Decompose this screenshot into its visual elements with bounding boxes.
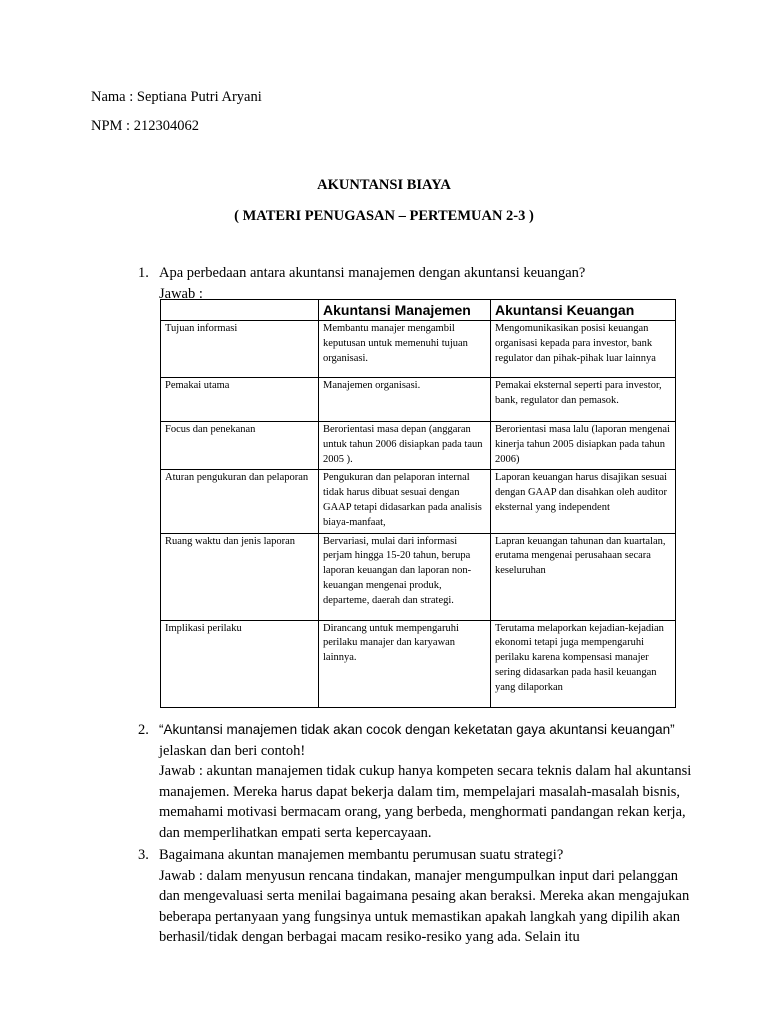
table-header-row [161, 300, 676, 321]
question-3 [138, 845, 698, 948]
student-npm: NPM : 212304062 [91, 118, 199, 134]
table-cell: Aturan pengukuran dan pelaporan [161, 470, 319, 533]
table-cell: Membantu manajer mengambil keputusan untuk memenuhi tujuan organisasi. [319, 321, 491, 378]
table-cell: Mengomunikasikan posisi keuangan organisasi kepada para investor, bank regulator dan pihak-pihak luar lainnya [491, 321, 676, 378]
table-cell: Laporan keuangan harus disajikan sesuai dengan GAAP dan disahkan oleh auditor eksternal yang independent [491, 470, 676, 533]
table-row [161, 422, 676, 470]
table-cell: Berorientasi masa depan (anggaran untuk tahun 2006 disiapkan pada taun 2005 ). [319, 422, 491, 470]
table-row [161, 321, 676, 378]
question-2-quote: “Akuntansi manajemen tidak akan cocok dengan keketatan gaya akuntansi keuangan” [159, 722, 675, 737]
question-1-text: Apa perbedaan antara akuntansi manajemen dengan akuntansi keuangan? [159, 265, 586, 281]
table-header-cell: Akuntansi Keuangan [491, 300, 676, 321]
table-cell: Pemakai utama [161, 378, 319, 422]
document-subtitle: ( MATERI PENUGASAN – PERTEMUAN 2-3 ) [234, 208, 534, 224]
document-title: AKUNTANSI BIAYA [317, 177, 451, 193]
table-cell: Implikasi perilaku [161, 620, 319, 707]
question-2-answer: Jawab : akuntan manajemen tidak cukup hanya kompeten secara teknis dalam hal akuntansi manajemen. Mereka harus dapat bekerja dalam tim, mempelajari masalah-masalah bisnis, memahami motivasi bermacam orang, yang berbeda, menghormati pandangan rekan kerja, dan memperlihatkan empati serta kepercayaan. [159, 763, 692, 841]
question-3-text: Bagaimana akuntan manajemen membantu perumusan suatu strategi? [159, 847, 564, 863]
table-cell: Dirancang untuk mempengaruhi perilaku manajer dan karyawan lainnya. [319, 620, 491, 707]
question-2-number: 2. [138, 722, 149, 738]
question-2-text: jelaskan dan beri contoh! [159, 742, 306, 759]
table-cell: Lapran keuangan tahunan dan kuartalan, erutama mengenai perusahaan secara keseluruhan [491, 533, 676, 620]
question-3-number: 3. [138, 847, 149, 863]
table-row [161, 620, 676, 707]
table-row [161, 533, 676, 620]
table-cell: Pemakai eksternal seperti para investor, bank, regulator dan pemasok. [491, 378, 676, 422]
table-header-cell: Akuntansi Manajemen [319, 300, 491, 321]
comparison-table [160, 299, 676, 708]
table-row [161, 470, 676, 533]
table-header-cell [161, 300, 319, 321]
table-cell: Focus dan penekanan [161, 422, 319, 470]
table-cell: Terutama melaporkan kejadian-kejadian ekonomi tetapi juga mempengaruhi perilaku karena kompensasi manajer sering didasarkan pada hasil keuangan yang dilaporkan [491, 620, 676, 707]
table-cell: Manajemen organisasi. [319, 378, 491, 422]
question-1-answer-label: Jawab : [159, 285, 203, 302]
question-1 [138, 263, 698, 304]
question-3-answer: Jawab : dalam menyusun rencana tindakan, manajer mengumpulkan input dari pelanggan dan mengevaluasi serta menilai bagaimana pesaing akan beraksi. Mereka akan mengajukan beberapa pertanyaan yang fungsinya untuk memastikan apakah langkah yang dipilih akan berhasil/tidak dengan berbagai macam resiko-resiko yang ada. Selain itu [159, 867, 690, 945]
table-cell: Ruang waktu dan jenis laporan [161, 533, 319, 620]
table-cell: Pengukuran dan pelaporan internal tidak harus dibuat sesuai dengan GAAP tetapi didasarkan pada analisis biaya-manfaat, [319, 470, 491, 533]
question-2 [138, 720, 698, 843]
table-cell: Berorientasi masa lalu (laporan mengenai kinerja tahun 2005 disiapkan pada tahun 2006) [491, 422, 676, 470]
student-name: Nama : Septiana Putri Aryani [91, 89, 262, 105]
table-row [161, 378, 676, 422]
table-cell: Bervariasi, mulai dari informasi perjam hingga 15-20 tahun, berupa laporan keuangan dan laporan non-keuangan mengenai produk, departeme, daerah dan strategi. [319, 533, 491, 620]
question-1-number: 1. [138, 265, 149, 281]
table-cell: Tujuan informasi [161, 321, 319, 378]
